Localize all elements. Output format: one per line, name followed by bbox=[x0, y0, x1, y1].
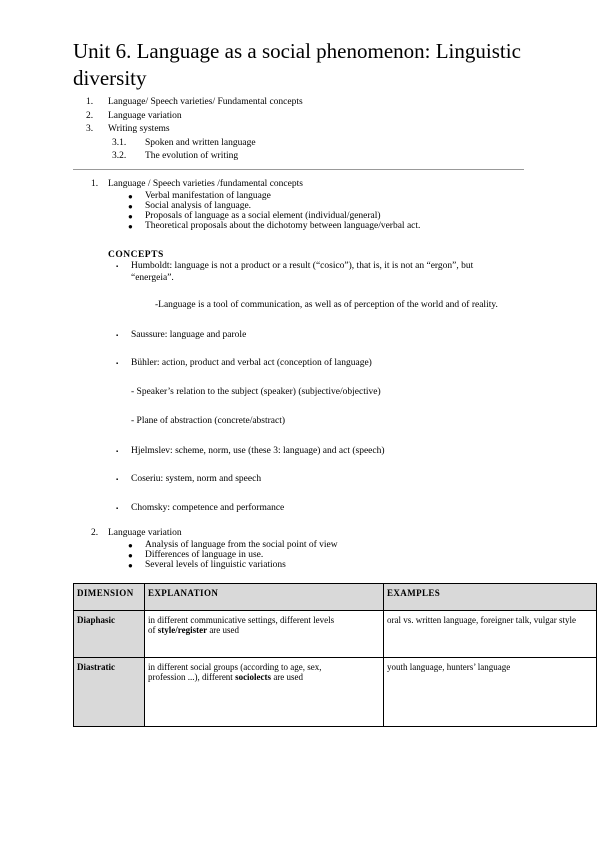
list-item: Social analysis of language. bbox=[145, 201, 252, 211]
explanation-cell bbox=[145, 658, 384, 727]
concept-humboldt-cont: “energeia”. bbox=[131, 273, 174, 283]
explanation-text: profession ...), different bbox=[148, 672, 233, 682]
bullet-icon: ▪ bbox=[116, 361, 119, 367]
bullet-icon: ▪ bbox=[116, 477, 119, 483]
section-number: 2. bbox=[91, 528, 99, 538]
explanation-text: in different communicative settings, different levels bbox=[148, 615, 335, 625]
toc-num: 3. bbox=[86, 124, 94, 134]
toc-item-1: Language/ Speech varieties/ Fundamental concepts bbox=[108, 97, 303, 107]
table-header-row bbox=[74, 584, 597, 611]
toc-num: 3.2. bbox=[112, 151, 127, 161]
concept-saussure: Saussure: language and parole bbox=[131, 330, 247, 340]
examples-cell: youth language, hunters’ language bbox=[384, 658, 597, 727]
bullet-icon: ● bbox=[128, 192, 133, 201]
explanation-text: are used bbox=[209, 625, 240, 635]
column-header: EXAMPLES bbox=[384, 584, 597, 611]
toc-subitem-3-2: The evolution of writing bbox=[145, 151, 239, 161]
toc-subitem-3-1: Spoken and written language bbox=[145, 138, 256, 148]
bullet-icon: ● bbox=[128, 222, 133, 231]
section-2-heading: Language variation bbox=[108, 528, 182, 538]
concept-hjelmslev: Hjelmslev: scheme, norm, use (these 3: language) and act (speech) bbox=[131, 446, 385, 456]
toc-num: 2. bbox=[86, 111, 94, 121]
bullet-icon: ● bbox=[128, 561, 133, 570]
explanation-bold-term: sociolects bbox=[235, 672, 272, 682]
table-row bbox=[74, 611, 597, 658]
list-item: Several levels of linguistic variations bbox=[145, 560, 286, 570]
concept-speaker: - Speaker’s relation to the subject (speaker) (subjective/objective) bbox=[131, 387, 381, 397]
dimension-cell: Diastratic bbox=[74, 658, 145, 727]
list-item: Differences of language in use. bbox=[145, 550, 264, 560]
bullet-icon: ▪ bbox=[116, 506, 119, 512]
explanation-bold-term: style/register bbox=[157, 625, 208, 635]
section-1-heading: Language / Speech varieties /fundamental concepts bbox=[108, 179, 303, 189]
list-item: Verbal manifestation of language bbox=[145, 191, 271, 201]
table-row bbox=[74, 658, 597, 727]
concept-coseriu: Coseriu: system, norm and speech bbox=[131, 474, 262, 484]
bullet-icon: ● bbox=[128, 202, 133, 211]
concept-chomsky: Chomsky: competence and performance bbox=[131, 503, 285, 513]
concept-humboldt: Humboldt: language is not a product or a result (“cosico”), that is, it is not an “ergon”, but bbox=[131, 261, 474, 271]
concept-plane: - Plane of abstraction (concrete/abstract) bbox=[131, 416, 286, 426]
toc-item-3: Writing systems bbox=[108, 124, 170, 134]
bullet-icon: ● bbox=[128, 541, 133, 550]
column-header: EXPLANATION bbox=[145, 584, 384, 611]
list-item: Proposals of language as a social element (individual/general) bbox=[145, 211, 381, 221]
examples-cell: oral vs. written language, foreigner talk, vulgar style bbox=[384, 611, 597, 658]
list-item: Theoretical proposals about the dichotomy between language/verbal act. bbox=[145, 221, 421, 231]
concepts-heading: CONCEPTS bbox=[108, 250, 164, 260]
dimension-cell: Diaphasic bbox=[74, 611, 145, 658]
divider bbox=[73, 169, 524, 170]
explanation-cell bbox=[145, 611, 384, 658]
explanation-text: of bbox=[148, 625, 156, 635]
section-number: 1. bbox=[91, 179, 99, 189]
list-item: Analysis of language from the social point of view bbox=[145, 540, 338, 550]
page-title: Unit 6. Language as a social phenomenon: Linguistic diversity bbox=[73, 39, 521, 90]
column-header: DIMENSION bbox=[74, 584, 145, 611]
bullet-icon: ▪ bbox=[116, 449, 119, 455]
dimension-table bbox=[73, 583, 597, 727]
bullet-icon: ● bbox=[128, 212, 133, 221]
bullet-icon: ▪ bbox=[116, 333, 119, 339]
explanation-text: are used bbox=[273, 672, 304, 682]
concept-buhler: Bühler: action, product and verbal act (conception of language) bbox=[131, 358, 372, 368]
toc-item-2: Language variation bbox=[108, 111, 182, 121]
bullet-icon: ● bbox=[128, 551, 133, 560]
toc-num: 1. bbox=[86, 97, 94, 107]
toc-num: 3.1. bbox=[112, 138, 127, 148]
bullet-icon: ▪ bbox=[116, 264, 119, 270]
concept-tool: -Language is a tool of communication, as well as of perception of the world and of reality. bbox=[155, 300, 498, 310]
explanation-text: in different social groups (according to age, sex, bbox=[148, 662, 322, 672]
